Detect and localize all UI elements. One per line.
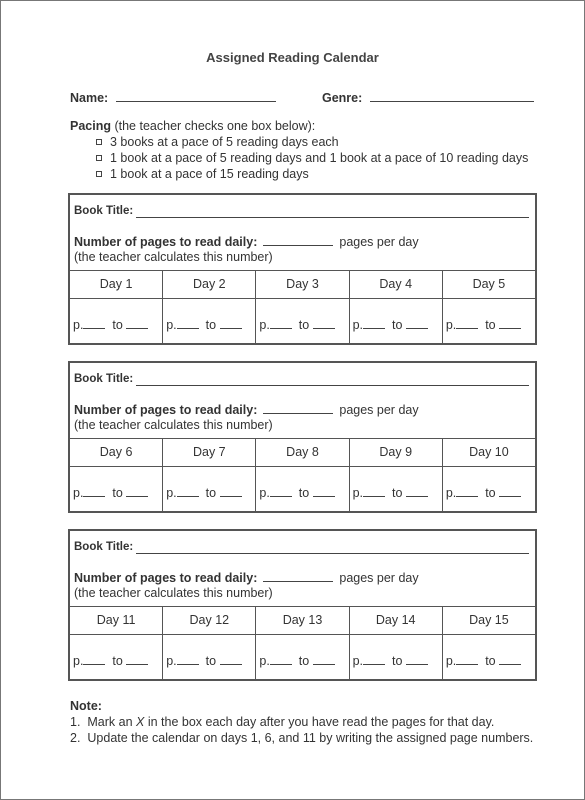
page-range-cell[interactable] <box>163 467 255 511</box>
page-start-blank[interactable] <box>363 486 385 497</box>
day-label: Day 8 <box>256 439 348 467</box>
block-header <box>70 195 535 271</box>
day-label: Day 11 <box>70 607 162 635</box>
page-to: to <box>112 318 123 332</box>
page-end-blank[interactable] <box>126 318 148 329</box>
page-range-cell[interactable] <box>70 467 162 511</box>
reading-block <box>68 361 537 513</box>
page-end-blank[interactable] <box>126 486 148 497</box>
page-to: to <box>298 318 310 332</box>
day-column <box>70 439 162 511</box>
day-label: Day 2 <box>163 271 255 299</box>
note-text: Update the calendar on days 1, 6, and 11 by writing the assigned page numbers. <box>87 731 534 745</box>
page-to: to <box>392 654 403 668</box>
page-range-cell[interactable] <box>163 635 255 679</box>
page-start-blank[interactable] <box>456 486 478 497</box>
book-title-label: Book Title: <box>74 541 134 553</box>
day-label: Day 6 <box>70 439 162 467</box>
pacing-heading <box>70 118 528 134</box>
block-header <box>70 363 535 439</box>
page-start-blank[interactable] <box>456 654 478 665</box>
day-label: Day 13 <box>256 607 348 635</box>
note-text: Mark an <box>87 715 137 729</box>
page-start-blank[interactable] <box>270 318 292 329</box>
page-prefix: p. <box>166 318 177 332</box>
page-end-blank[interactable] <box>499 318 521 329</box>
note-text: in the box each day after you have read the pages for that day. <box>144 715 495 729</box>
pacing-option-text: 1 book at a pace of 15 reading days <box>110 167 309 181</box>
calc-note: (the teacher calculates this number) <box>74 586 273 600</box>
note-number: 1. <box>70 715 81 729</box>
note-number: 2. <box>70 731 81 745</box>
genre-field <box>322 90 534 105</box>
day-label: Day 5 <box>443 271 535 299</box>
day-column <box>442 271 535 343</box>
pacing-option <box>96 134 528 150</box>
page-prefix: p. <box>73 654 84 668</box>
page-range-cell[interactable] <box>350 467 442 511</box>
page-to: to <box>392 318 403 332</box>
pacing-option <box>96 150 528 166</box>
pages-unit: pages per day <box>339 403 419 417</box>
page-to: to <box>205 318 217 332</box>
genre-blank[interactable] <box>370 90 534 102</box>
page-prefix: p. <box>445 318 457 332</box>
day-label: Day 9 <box>350 439 442 467</box>
book-title-label: Book Title: <box>74 205 134 217</box>
pages-daily-blank[interactable] <box>263 570 333 582</box>
day-column <box>70 607 162 679</box>
day-column <box>70 271 162 343</box>
page-prefix: p. <box>445 486 457 500</box>
page-range-cell[interactable] <box>70 299 162 343</box>
checkbox[interactable] <box>96 155 102 161</box>
day-label: Day 14 <box>350 607 442 635</box>
note-section <box>70 698 533 746</box>
note-emphasis: X <box>136 715 145 729</box>
page-range-cell[interactable] <box>350 299 442 343</box>
page-end-blank[interactable] <box>313 486 335 497</box>
page-range-cell[interactable] <box>163 299 255 343</box>
page-start-blank[interactable] <box>363 318 385 329</box>
note-heading: Note: <box>70 699 102 713</box>
page-range-cell[interactable] <box>256 635 348 679</box>
calc-note: (the teacher calculates this number) <box>74 250 273 264</box>
page-end-blank[interactable] <box>406 486 428 497</box>
pages-daily-label: Number of pages to read daily: <box>74 235 258 249</box>
page-range-cell[interactable] <box>256 299 348 343</box>
page-range-cell[interactable] <box>256 467 348 511</box>
name-blank[interactable] <box>116 90 276 102</box>
day-column <box>349 271 442 343</box>
book-title-blank[interactable] <box>136 385 529 386</box>
calc-note: (the teacher calculates this number) <box>74 418 273 432</box>
day-column <box>162 271 255 343</box>
pages-daily-row <box>74 402 419 417</box>
name-label: Name: <box>70 91 109 105</box>
day-label: Day 7 <box>163 439 255 467</box>
checkbox[interactable] <box>96 171 102 177</box>
day-column <box>162 607 255 679</box>
pacing-option-text: 3 books at a pace of 5 reading days each <box>110 135 339 149</box>
pages-daily-label: Number of pages to read daily: <box>74 403 258 417</box>
page-start-blank[interactable] <box>83 654 105 665</box>
page-end-blank[interactable] <box>313 654 335 665</box>
page-to: to <box>392 486 403 500</box>
page-range-cell[interactable] <box>70 635 162 679</box>
note-item <box>70 714 533 730</box>
page-to: to <box>112 486 123 500</box>
page-end-blank[interactable] <box>220 318 242 329</box>
day-label: Day 3 <box>256 271 348 299</box>
day-grid <box>70 439 535 511</box>
page-prefix: p. <box>166 486 177 500</box>
day-column <box>349 607 442 679</box>
page-end-blank[interactable] <box>313 318 335 329</box>
page-prefix: p. <box>352 486 364 500</box>
reading-block <box>68 193 537 345</box>
pages-daily-row <box>74 234 419 249</box>
note-item <box>70 730 533 746</box>
page-end-blank[interactable] <box>220 654 242 665</box>
page-prefix: p. <box>259 486 270 500</box>
page-to: to <box>112 654 123 668</box>
book-title-blank[interactable] <box>136 553 529 554</box>
page-range-cell[interactable] <box>443 299 535 343</box>
block-header <box>70 531 535 607</box>
page-prefix: p. <box>73 318 84 332</box>
page-start-blank[interactable] <box>177 486 199 497</box>
page-start-blank[interactable] <box>83 318 105 329</box>
day-column <box>255 607 348 679</box>
reading-block <box>68 529 537 681</box>
name-field <box>70 90 276 105</box>
page-to: to <box>485 654 496 668</box>
page-start-blank[interactable] <box>177 318 199 329</box>
day-grid <box>70 607 535 679</box>
day-column <box>255 271 348 343</box>
page-to: to <box>485 486 496 500</box>
genre-label: Genre: <box>322 91 363 105</box>
day-label: Day 12 <box>163 607 255 635</box>
page-to: to <box>485 318 496 332</box>
page-start-blank[interactable] <box>456 318 478 329</box>
pacing-label: Pacing <box>70 119 111 133</box>
pacing-option <box>96 166 528 182</box>
page-start-blank[interactable] <box>363 654 385 665</box>
page-to: to <box>298 486 310 500</box>
day-label: Day 1 <box>70 271 162 299</box>
checkbox[interactable] <box>96 139 102 145</box>
pages-unit: pages per day <box>339 571 419 585</box>
day-column <box>162 439 255 511</box>
page-start-blank[interactable] <box>270 486 292 497</box>
pages-daily-blank[interactable] <box>263 234 333 246</box>
page-end-blank[interactable] <box>126 654 148 665</box>
day-label: Day 15 <box>443 607 535 635</box>
page-end-blank[interactable] <box>499 654 521 665</box>
page-prefix: p. <box>73 486 84 500</box>
pages-daily-label: Number of pages to read daily: <box>74 571 258 585</box>
page-prefix: p. <box>259 654 270 668</box>
pacing-options <box>70 134 528 182</box>
pages-daily-blank[interactable] <box>263 402 333 414</box>
day-column <box>349 439 442 511</box>
page-prefix: p. <box>166 654 177 668</box>
day-column <box>442 439 535 511</box>
page-end-blank[interactable] <box>406 654 428 665</box>
book-title-label: Book Title: <box>74 373 134 385</box>
page-range-cell[interactable] <box>443 467 535 511</box>
page-to: to <box>205 486 217 500</box>
page-start-blank[interactable] <box>270 654 292 665</box>
pages-unit: pages per day <box>339 235 419 249</box>
page-range-cell[interactable] <box>443 635 535 679</box>
page-prefix: p. <box>352 318 364 332</box>
page-to: to <box>205 654 217 668</box>
page-prefix: p. <box>445 654 457 668</box>
day-column <box>442 607 535 679</box>
page-end-blank[interactable] <box>406 318 428 329</box>
page-end-blank[interactable] <box>220 486 242 497</box>
pages-daily-row <box>74 570 419 585</box>
pacing-option-text: 1 book at a pace of 5 reading days and 1 book at a pace of 10 reading days <box>110 151 529 165</box>
day-label: Day 4 <box>350 271 442 299</box>
book-title-blank[interactable] <box>136 217 529 218</box>
day-label: Day 10 <box>443 439 535 467</box>
page-start-blank[interactable] <box>177 654 199 665</box>
page-start-blank[interactable] <box>83 486 105 497</box>
page-range-cell[interactable] <box>350 635 442 679</box>
page-prefix: p. <box>352 654 364 668</box>
day-column <box>255 439 348 511</box>
pacing-section <box>70 118 528 182</box>
day-grid <box>70 271 535 343</box>
page-prefix: p. <box>259 318 270 332</box>
page-end-blank[interactable] <box>499 486 521 497</box>
pacing-instruction: (the teacher checks one box below): <box>111 119 316 133</box>
page-title: Assigned Reading Calendar <box>206 50 379 65</box>
page-to: to <box>298 654 310 668</box>
